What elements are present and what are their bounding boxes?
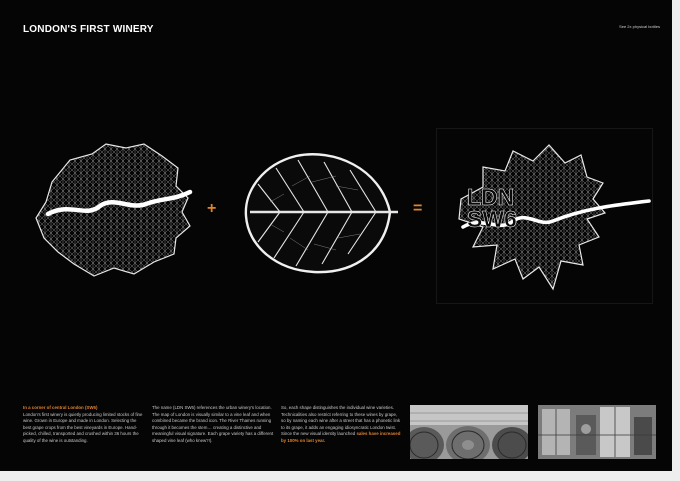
text-column-1	[23, 405, 145, 445]
london-map-graphic	[30, 140, 196, 278]
text-column-3	[281, 405, 403, 445]
equals-sign: =	[413, 200, 423, 217]
barrels-photo	[410, 405, 528, 459]
winery-equipment-photo	[538, 405, 656, 459]
column-body: So, each shape distinguishes the individual wine varieties. Technicalities also restrict referring to these wines by grape, so by naming each wine after a street that has a phonetic link to its grape, it adds an engaging idiosyncratic London twist. Since the new visual identity launched	[281, 405, 401, 437]
column-body: The name (LDN SW6) references the urban winery's location. The map of London is visually similar to a vine leaf and when combined became the brand icon. The River Thames running through it becomes the stem… creating a distinctive and meaningful visual signature. Each grape variety has a different shaped vine leaf (who knew?!).	[152, 405, 274, 443]
logo-line-ldn: LDN	[467, 184, 515, 210]
logo-line-sw6: SW6	[467, 206, 517, 232]
sales-highlight: sales have increased by 100% on last year.	[281, 431, 401, 443]
plus-sign: +	[207, 200, 217, 217]
brand-icon-panel	[436, 128, 653, 304]
barrels-image	[410, 405, 528, 459]
physical-bottles-note: See 2x physical bottles	[619, 24, 660, 29]
vine-leaf-graphic	[240, 146, 406, 276]
ldn-sw6-leaf-logo	[453, 141, 653, 295]
text-column-2	[152, 405, 274, 445]
column-body: London's first winery is quietly producing limited stocks of fine wine. Grown in Europe and made in London. Selecting the best grape crops from the best vineyards in Europe. Hand-picked, chilled, transported and crushed within 36 hours the quality of the wine is outstanding.	[23, 411, 143, 443]
winery-equipment-image	[538, 405, 656, 459]
page-title: LONDON'S FIRST WINERY	[23, 24, 154, 35]
column-heading: In a corner of central London (SW6)	[23, 405, 98, 410]
